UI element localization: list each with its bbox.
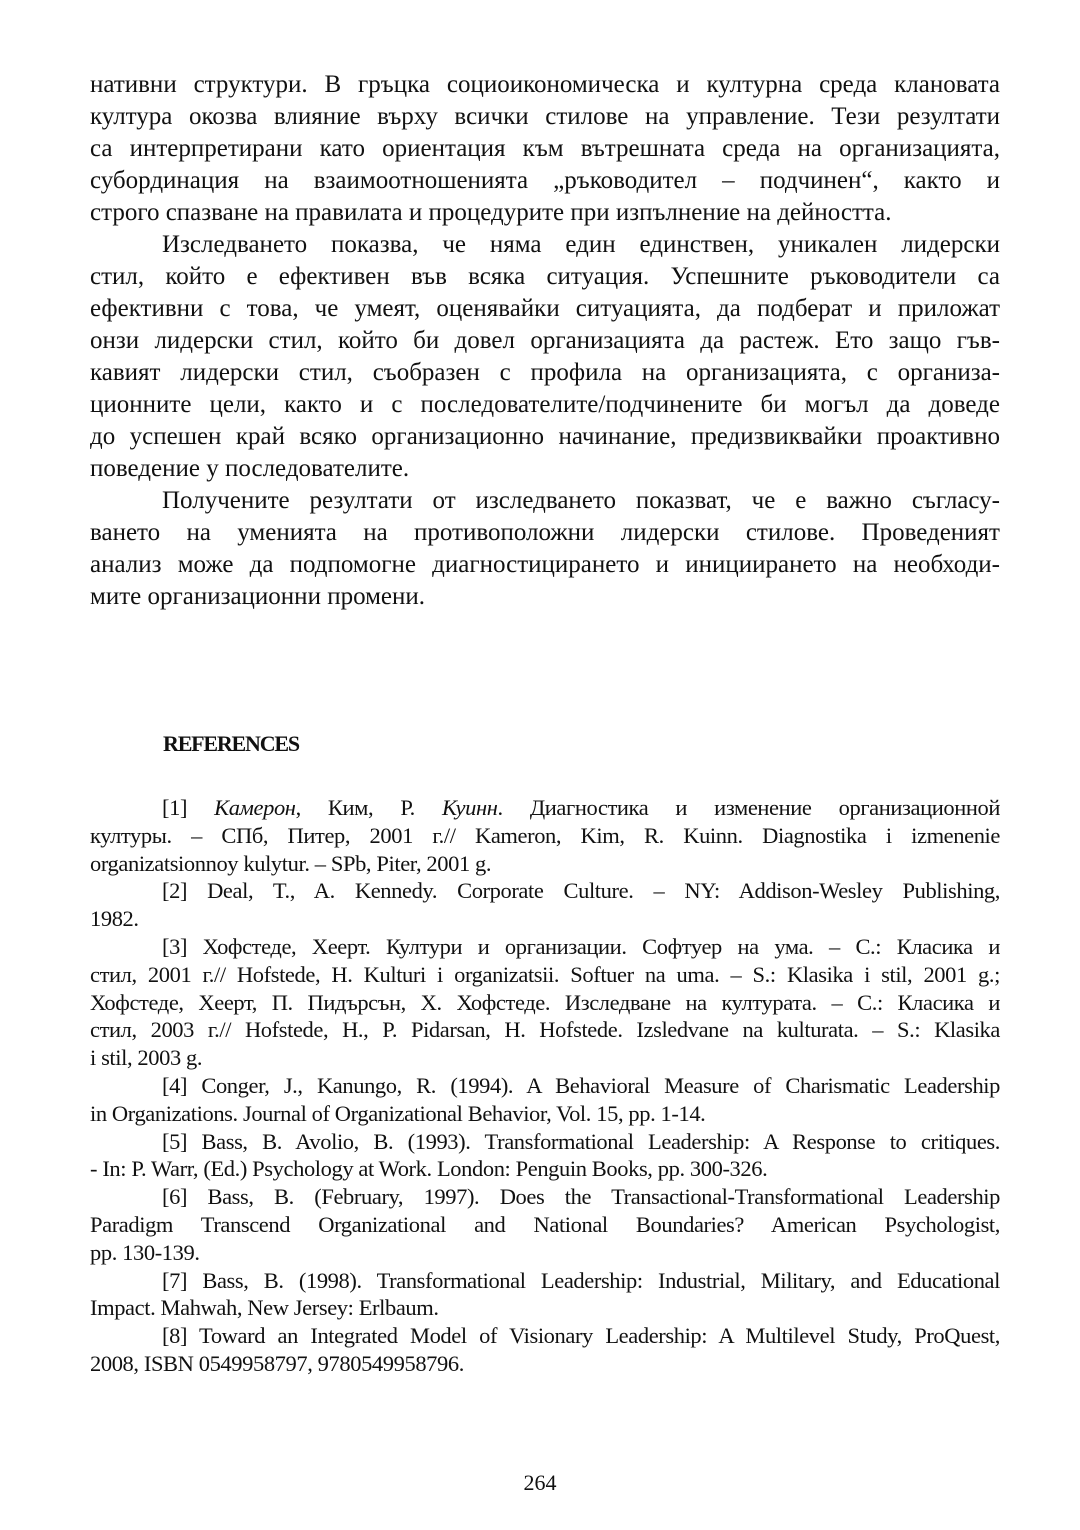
reference-line: - In: P. Warr, (Ed.) Psychology at Work. London: Penguin Books, pp. 300-326. — [90, 1156, 768, 1182]
reference-line: organizatsionnoy kulytur. – SPb, Piter, 2001 g. — [90, 850, 492, 876]
paragraph-line: мите организационни промени. — [90, 583, 426, 610]
paragraph-line: кавият лидерски стил, съобразен с профила на организацията, с организа- — [90, 359, 1000, 386]
ref-text: . Диагностика и изменение организационной — [497, 795, 1000, 820]
paragraph-line: Получените резултати от изследването показват, че е важно съгласу- — [162, 487, 1000, 514]
author-italic: Камерон — [214, 795, 296, 820]
reference-line: [8] Toward an Integrated Model of Visionary Leadership: A Multilevel Study, ProQuest, — [162, 1323, 1000, 1349]
author-italic: Куинн — [441, 795, 498, 820]
reference-line: [2] Deal, T., A. Kennedy. Corporate Culture. – NY: Addison-Wesley Publishing, — [162, 878, 1000, 904]
paragraph-line: ефективни с това, че умеят, оценявайки ситуацията, да подберат и приложат — [90, 295, 1000, 322]
ref-number: [1] — [162, 795, 215, 820]
reference-line: Хофстеде, Хеерт, П. Пидърсън, Х. Хофстеде. Изследване на културата. – С.: Класика и — [90, 989, 1000, 1015]
ref-text: , Ким, Р. — [295, 795, 442, 820]
references-list — [90, 794, 1000, 1378]
reference-line: i stil, 2003 g. — [90, 1045, 203, 1071]
paragraph-line: Изследването показва, че няма един единствен, уникален лидерски — [162, 231, 1000, 258]
paragraph-line: нативни структури. В гръцка социоикономическа и културна среда клановата — [90, 71, 1000, 98]
paragraph-line: субординация на взаимоотношенията „ръководител – подчинен“, както и — [90, 167, 1000, 194]
page-number: 264 — [523, 1470, 557, 1495]
paragraph-line: строго спазване на правилата и процедурите при изпълнение на дейността. — [90, 199, 892, 226]
references-heading: REFERENCES — [163, 731, 299, 756]
reference-1-line — [90, 794, 1000, 822]
reference-line: стил, 2001 г.// Hofstede, H. Kulturi i organizatsii. Softuer na uma. – S.: Klasika i stil, 2001 g.; — [90, 961, 1000, 987]
paragraph-line: поведение у последователите. — [90, 455, 410, 482]
reference-line: [3] Хофстеде, Хеерт. Култури и организации. Софтуер на ума. – С.: Класика и — [162, 933, 1000, 959]
paragraph-line: анализ може да подпомогне диагностицирането и инициирането на необходи- — [90, 551, 1000, 578]
paragraph-line: ционните цели, както и с последователите/подчинените би могъл да доведе — [90, 391, 1000, 418]
reference-line: [7] Bass, B. (1998). Transformational Leadership: Industrial, Military, and Educational — [162, 1267, 1000, 1293]
reference-line: Impact. Mahwah, New Jersey: Erlbaum. — [90, 1295, 439, 1321]
paragraph-line: до успешен край всяко организационно начинание, предизвиквайки проактивно — [90, 423, 1000, 450]
reference-line: [5] Bass, B. Avolio, B. (1993). Transformational Leadership: A Response to critiques. — [162, 1128, 1000, 1154]
reference-line: 1982. — [90, 906, 139, 932]
paragraph-line: култура окозва влияние върху всички стилове на управление. Тези резултати — [90, 103, 1000, 130]
paragraph-line: онзи лидерски стил, който би довел организацията да растеж. Ето защо гъв- — [90, 327, 1000, 354]
paragraph-line: са интерпретирани като ориентация към вътрешната среда на организацията, — [90, 135, 1000, 162]
paragraph-line: стил, който е ефективен във всяка ситуация. Успешните ръководители са — [90, 263, 1000, 290]
reference-line: стил, 2003 г.// Hofstede, H., P. Pidarsan, H. Hofstede. Izsledvane na kulturata. – S.: Klasika — [90, 1017, 1000, 1043]
reference-line: [4] Conger, J., Kanungo, R. (1994). A Behavioral Measure of Charismatic Leadership — [162, 1072, 1000, 1098]
reference-line: [6] Bass, B. (February, 1997). Does the Transactional-Transformational Leadership — [162, 1184, 1000, 1210]
reference-line: 2008, ISBN 0549958797, 9780549958796. — [90, 1350, 464, 1376]
reference-line: pp. 130-139. — [90, 1239, 200, 1265]
reference-line: Paradigm Transcend Organizational and National Boundaries? American Psychologist, — [90, 1211, 1000, 1237]
reference-line: in Organizations. Journal of Organizational Behavior, Vol. 15, pp. 1-14. — [90, 1100, 706, 1126]
reference-line: културы. – СПб, Питер, 2001 г.// Kameron, Kim, R. Kuinn. Diagnostika i izmenenie — [90, 822, 1000, 848]
body-text — [90, 69, 1000, 613]
paragraph-line: ването на уменията на противоположни лидерски стилове. Проведеният — [90, 519, 1000, 546]
